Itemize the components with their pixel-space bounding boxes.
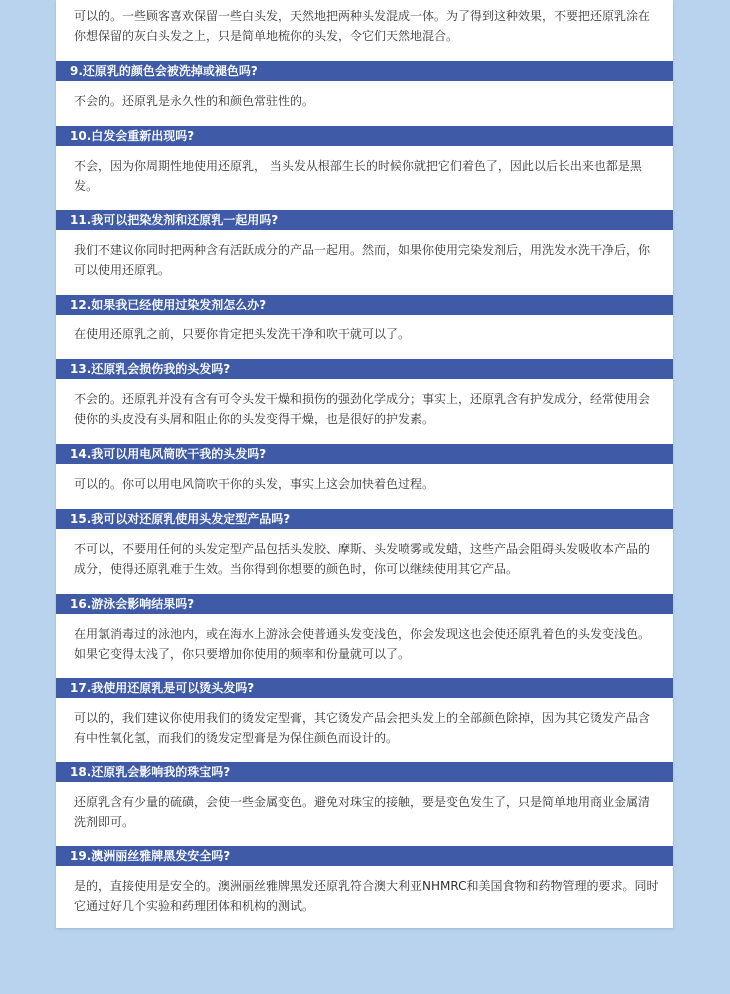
faq-answer-17: 可以的，我们建议你使用我们的烫发定型膏，其它烫发产品会把头发上的全部颜色除掉，因为其它烫发产品含有中性氧化氢，而我们的烫发定型膏是为保住颜色而设计的。 [74, 711, 651, 745]
faq-answer-15: 不可以，不要用任何的头发定型产品包括头发胶、摩斯、头发喷雾或发蜡，这些产品会阻碍头发吸收本产品的成分，使得还原乳难于生效。当你得到你想要的颜色时，你可以继续使用其它产品。 [74, 542, 651, 576]
faq-question-18: 18.还原乳会影响我的珠宝吗? [56, 762, 673, 782]
faq-answer-10: 不会，因为你周期性地使用还原乳， 当头发从根部生长的时候你就把它们着色了，因此以后长出来也都是黑发。 [74, 159, 642, 193]
faq-answer-18: 还原乳含有少量的硫磺，会使一些金属变色。避免对珠宝的接触，要是变色发生了，只是简单地用商业金属清洗剂即可。 [74, 795, 651, 829]
faq-question-17: 17.我使用还原乳是可以烫头发吗? [56, 678, 673, 698]
faq-answer-13: 不会的。还原乳并没有含有可令头发干燥和损伤的强劲化学成分；事实上，还原乳含有护发成分，经常使用会使你的头皮没有头屑和阻止你的头发变得干燥，也是很好的护发素。 [74, 392, 651, 426]
faq-answer-11: 我们不建议你同时把两种含有活跃成分的产品一起用。然而，如果你使用完染发剂后，用洗发水洗干净后，你可以使用还原乳。 [74, 243, 651, 277]
faq-question-9: 9.还原乳的颜色会被洗掉或褪色吗? [56, 61, 673, 81]
faq-question-16: 16.游泳会影响结果吗? [56, 594, 673, 614]
faq-answer-12: 在使用还原乳之前，只要你肯定把头发洗干净和吹干就可以了。 [74, 327, 411, 341]
faq-question-15: 15.我可以对还原乳使用头发定型产品吗? [56, 509, 673, 529]
faq-question-10: 10.白发会重新出现吗? [56, 126, 673, 146]
faq-question-14: 14.我可以用电风筒吹干我的头发吗? [56, 444, 673, 464]
faq-question-13: 13.还原乳会损伤我的头发吗? [56, 359, 673, 379]
faq-question-12: 12.如果我已经使用过染发剂怎么办? [56, 295, 673, 315]
faq-answer-16: 在用氯消毒过的泳池内，或在海水上游泳会使普通头发变浅色，你会发现这也会使还原乳着色的头发变浅色。如果它变得太浅了，你只要增加你使用的频率和份量就可以了。 [74, 627, 651, 661]
faq-answer-19: 是的，直接使用是安全的。澳洲丽丝雅牌黑发还原乳符合澳大利亚NHMRC和美国食物和药物管理的要求。同时它通过好几个实验和药理团体和机构的测试。 [74, 879, 659, 913]
faq-answer-14: 可以的。你可以用电风筒吹干你的头发，事实上这会加快着色过程。 [74, 477, 435, 491]
faq-answer-9: 不会的。还原乳是永久性的和颜色常驻性的。 [74, 94, 315, 108]
faq-question-19: 19.澳洲丽丝雅牌黑发安全吗? [56, 846, 673, 866]
faq-question-11: 11.我可以把染发剂和还原乳一起用吗? [56, 210, 673, 230]
intro-answer: 可以的。一些顾客喜欢保留一些白头发，天然地把两种头发混成一体。为了得到这种效果，不要把还原乳涂在你想保留的灰白头发之上，只是简单地梳你的头发，令它们天然地混合。 [74, 9, 651, 43]
